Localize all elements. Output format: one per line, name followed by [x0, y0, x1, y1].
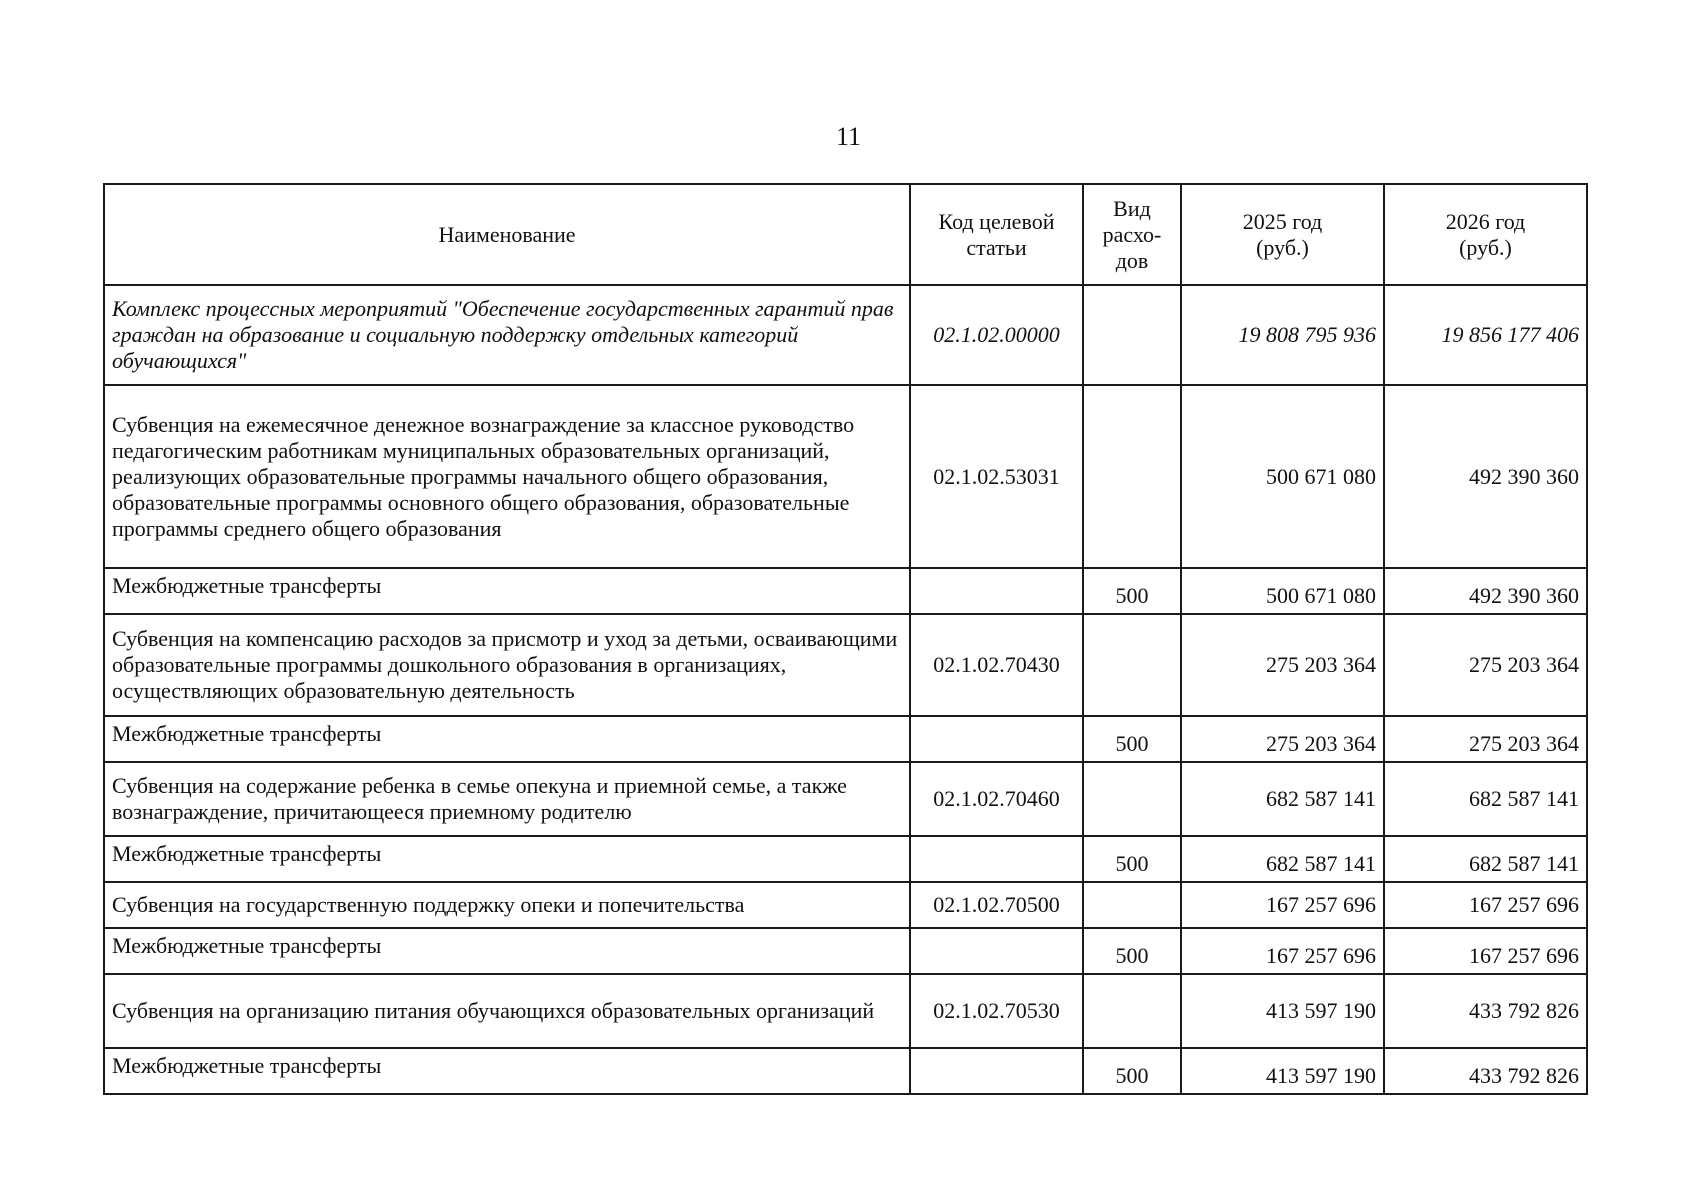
header-2026: 2026 год (руб.): [1384, 184, 1587, 285]
row-vid: 500: [1083, 568, 1181, 614]
row-vid: 500: [1083, 836, 1181, 882]
table-row: [104, 285, 1587, 385]
row-2026: 682 587 141: [1384, 762, 1587, 836]
row-2026: 275 203 364: [1384, 716, 1587, 762]
row-2026: 275 203 364: [1384, 614, 1587, 716]
row-2025: 275 203 364: [1181, 614, 1384, 716]
row-2025: 500 671 080: [1181, 385, 1384, 568]
table-row: [104, 614, 1587, 716]
row-code: [910, 928, 1083, 974]
row-name: Межбюджетные трансферты: [104, 928, 910, 974]
row-vid: 500: [1083, 928, 1181, 974]
table-header-row: [104, 184, 1587, 285]
row-vid: 500: [1083, 1048, 1181, 1094]
row-name: Субвенция на содержание ребенка в семье опекуна и приемной семье, а также вознаграждение, причитающееся приемному родителю: [104, 762, 910, 836]
row-2026: 167 257 696: [1384, 882, 1587, 928]
row-2025: 500 671 080: [1181, 568, 1384, 614]
row-2025: 167 257 696: [1181, 882, 1384, 928]
table-row: [104, 568, 1587, 614]
row-code: 02.1.02.70500: [910, 882, 1083, 928]
row-code: 02.1.02.53031: [910, 385, 1083, 568]
row-code: [910, 716, 1083, 762]
row-2026: 167 257 696: [1384, 928, 1587, 974]
row-name: Субвенция на государственную поддержку опеки и попечительства: [104, 882, 910, 928]
table-row: [104, 716, 1587, 762]
row-name: Межбюджетные трансферты: [104, 568, 910, 614]
row-name: Субвенция на ежемесячное денежное вознаграждение за классное руководство педагогическим работникам муниципальных образовательных организаций, реализующих образовательные программы начального общего образования, образовательные программы основного общего образования, образовательные программы среднего общего образования: [104, 385, 910, 568]
row-code: 02.1.02.00000: [910, 285, 1083, 385]
row-name: Межбюджетные трансферты: [104, 836, 910, 882]
row-2026: 433 792 826: [1384, 1048, 1587, 1094]
row-2025: 19 808 795 936: [1181, 285, 1384, 385]
row-2026: 433 792 826: [1384, 974, 1587, 1048]
row-2026: 19 856 177 406: [1384, 285, 1587, 385]
row-2025: 413 597 190: [1181, 974, 1384, 1048]
row-2025: 682 587 141: [1181, 762, 1384, 836]
row-code: 02.1.02.70530: [910, 974, 1083, 1048]
row-2025: 682 587 141: [1181, 836, 1384, 882]
budget-table: [103, 183, 1588, 1095]
header-code: Код целевой статьи: [910, 184, 1083, 285]
row-code: [910, 568, 1083, 614]
row-2025: 275 203 364: [1181, 716, 1384, 762]
page-number: 11: [835, 122, 862, 151]
table-row: [104, 1048, 1587, 1094]
row-2026: 492 390 360: [1384, 568, 1587, 614]
header-vid: Вид расхо- дов: [1083, 184, 1181, 285]
table-row: [104, 762, 1587, 836]
row-name: Межбюджетные трансферты: [104, 1048, 910, 1094]
row-vid: [1083, 285, 1181, 385]
table-row: [104, 974, 1587, 1048]
row-vid: [1083, 614, 1181, 716]
row-code: [910, 1048, 1083, 1094]
table-row: [104, 385, 1587, 568]
table-row: [104, 928, 1587, 974]
header-2025: 2025 год (руб.): [1181, 184, 1384, 285]
row-name: Межбюджетные трансферты: [104, 716, 910, 762]
row-vid: [1083, 762, 1181, 836]
row-code: [910, 836, 1083, 882]
row-vid: 500: [1083, 716, 1181, 762]
row-2026: 682 587 141: [1384, 836, 1587, 882]
row-name: Комплекс процессных мероприятий "Обеспечение государственных гарантий прав граждан на образование и социальную поддержку отдельных категорий обучающихся": [104, 285, 910, 385]
table-row: [104, 836, 1587, 882]
row-2025: 413 597 190: [1181, 1048, 1384, 1094]
row-name: Субвенция на компенсацию расходов за присмотр и уход за детьми, осваивающими образовательные программы дошкольного образования в организациях, осуществляющих образовательную деятельность: [104, 614, 910, 716]
row-2026: 492 390 360: [1384, 385, 1587, 568]
row-2025: 167 257 696: [1181, 928, 1384, 974]
row-code: 02.1.02.70430: [910, 614, 1083, 716]
row-name: Субвенция на организацию питания обучающихся образовательных организаций: [104, 974, 910, 1048]
row-code: 02.1.02.70460: [910, 762, 1083, 836]
row-vid: [1083, 882, 1181, 928]
row-vid: [1083, 974, 1181, 1048]
row-vid: [1083, 385, 1181, 568]
header-name: Наименование: [104, 184, 910, 285]
table-row: [104, 882, 1587, 928]
